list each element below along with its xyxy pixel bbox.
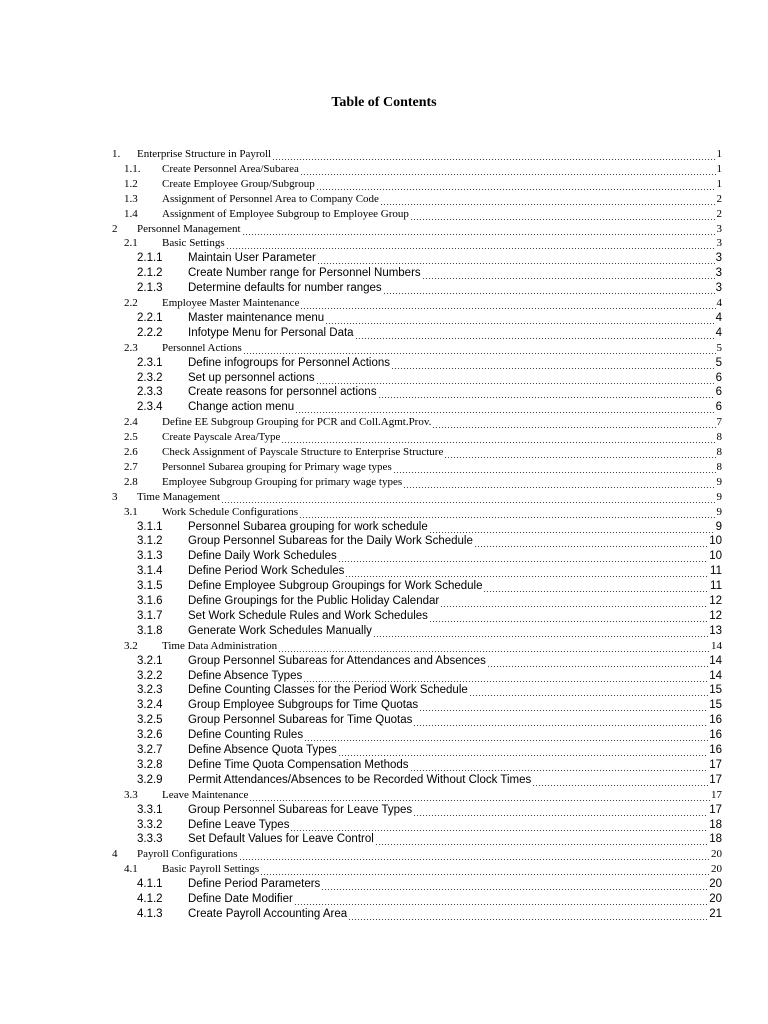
toc-entry-title: Create Personnel Area/Subarea [162, 162, 299, 175]
toc-entry-page-number: 18 [709, 818, 722, 831]
toc-entry[interactable] [124, 235, 722, 250]
toc-entry-number: 2.2.2 [137, 326, 163, 339]
toc-entry-number: 3.2.7 [137, 744, 163, 756]
toc-entry-page-number: 8 [716, 460, 722, 473]
toc-entry-title: Employee Subgroup Grouping for primary wage types [162, 475, 403, 488]
toc-entry[interactable] [137, 817, 722, 832]
toc-entry-page-number: 15 [709, 699, 722, 712]
dot-leader [413, 716, 708, 727]
toc-entry[interactable] [112, 489, 722, 504]
dot-leader [348, 910, 708, 921]
toc-entry-page-number: 17 [709, 773, 722, 786]
toc-entry-title: Personnel Subarea grouping for Primary wage types [162, 460, 392, 473]
toc-entry[interactable] [137, 548, 722, 563]
dot-leader [295, 403, 714, 414]
toc-entry-number: 2.3.4 [137, 401, 163, 414]
dot-leader [281, 433, 715, 444]
toc-title: Table of Contents [331, 95, 437, 110]
toc-entry[interactable] [137, 280, 722, 295]
dot-leader [469, 686, 708, 697]
toc-entry-title: Generate Work Schedules Manually [188, 624, 372, 637]
toc-entry-title: Create Number range for Personnel Numbers [188, 267, 421, 280]
toc-entry[interactable] [137, 384, 722, 399]
toc-entry-page-number: 10 [709, 550, 722, 563]
toc-entry-number: 3.3.1 [137, 803, 163, 816]
dot-leader [249, 791, 710, 802]
toc-entry-page-number: 5 [716, 341, 722, 354]
toc-entry-page-number: 3 [716, 222, 722, 235]
toc-entry-number: 3.2.3 [137, 684, 163, 697]
toc-entry-number: 3.2.4 [137, 699, 163, 712]
toc-entry-title: Change action menu [188, 401, 295, 414]
toc-entry[interactable] [137, 772, 722, 787]
toc-entry-page-number: 4 [716, 297, 722, 309]
toc-entry-number: 3.1.7 [137, 609, 163, 622]
toc-entry[interactable] [137, 831, 722, 846]
toc-entry-page-number: 7 [716, 416, 722, 429]
dot-leader [221, 493, 716, 504]
dot-leader [391, 359, 715, 370]
toc-entry-number: 3.2.6 [137, 729, 163, 742]
toc-entry-title: Personnel Actions [162, 341, 242, 354]
dot-leader [317, 254, 715, 265]
dot-leader [300, 165, 716, 176]
toc-entry[interactable] [137, 593, 722, 608]
toc-entry-page-number: 14 [709, 654, 722, 667]
dot-leader [325, 314, 714, 325]
toc-entry[interactable] [124, 414, 722, 429]
toc-entry-number: 2.3.3 [137, 386, 163, 399]
toc-entry[interactable] [137, 265, 722, 280]
dot-leader [422, 269, 715, 280]
toc-entry-title: Create Payroll Accounting Area [188, 907, 348, 920]
toc-entry[interactable] [137, 355, 722, 370]
toc-entry-page-number: 1 [716, 148, 722, 160]
toc-entry-page-number: 21 [709, 907, 722, 920]
toc-entry-title: Define Counting Classes for the Period Work Schedule [188, 684, 468, 697]
dot-leader [304, 731, 708, 742]
toc-entry[interactable] [137, 578, 722, 593]
toc-entry-title: Group Personnel Subareas for the Daily Work Schedule [188, 535, 473, 548]
toc-entry[interactable] [137, 399, 722, 414]
toc-entry-page-number: 11 [710, 580, 722, 593]
toc-entry[interactable] [137, 757, 722, 772]
dot-leader [316, 180, 716, 191]
toc-entry-page-number: 9 [716, 475, 722, 488]
dot-leader [290, 821, 708, 832]
toc-entry-title: Define Period Work Schedules [188, 565, 345, 578]
dot-leader [429, 523, 715, 534]
toc-entry-page-number: 16 [709, 714, 722, 727]
toc-entry-number: 3.2 [124, 639, 138, 652]
toc-entry-page-number: 18 [709, 833, 722, 846]
toc-entry-number: 3.3.3 [137, 833, 163, 846]
dot-leader [299, 508, 716, 519]
toc-entry-page-number: 9 [716, 490, 722, 503]
dot-leader [278, 642, 710, 653]
toc-entry-title: Employee Master Maintenance [162, 297, 300, 309]
toc-entry-title: Group Personnel Subareas for Attendances and Absences [188, 654, 486, 667]
toc-entry-number: 2.1 [124, 237, 138, 250]
toc-entry[interactable] [124, 459, 722, 474]
toc-entry-title: Maintain User Parameter [188, 252, 316, 265]
toc-entry[interactable] [137, 742, 722, 757]
toc-entry-title: Assignment of Employee Subgroup to Employee Group [162, 207, 409, 220]
toc-entry[interactable] [124, 176, 722, 191]
toc-entry-page-number: 6 [715, 386, 722, 399]
toc-entry[interactable] [124, 161, 722, 176]
toc-entry-page-number: 14 [709, 669, 722, 682]
dot-leader [440, 597, 708, 608]
toc-entry-number: 2.8 [124, 475, 138, 488]
toc-entry-number: 1.3 [124, 192, 138, 205]
toc-entry-number: 2.2.1 [137, 311, 163, 324]
toc-entry[interactable] [137, 310, 722, 325]
toc-entry-number: 2.5 [124, 431, 138, 444]
toc-entry-number: 3.2.1 [137, 654, 163, 667]
toc-entry-page-number: 17 [709, 803, 722, 816]
toc-entry-number: 2.4 [124, 416, 138, 429]
toc-entry[interactable] [112, 221, 722, 236]
toc-entry-title: Create Employee Group/Subgroup [162, 177, 315, 190]
toc-entry-title: Infotype Menu for Personal Data [188, 326, 354, 339]
toc-entry-number: 2.1.1 [137, 252, 163, 265]
toc-entry-title: Group Employee Subgroups for Time Quotas [188, 699, 419, 712]
toc-entry-page-number: 20 [709, 893, 722, 905]
toc-entry[interactable] [112, 846, 722, 861]
toc-entry-number: 3.3.2 [137, 818, 163, 831]
toc-entry-number: 3.2.8 [137, 758, 163, 771]
toc-entry-title: Master maintenance menu [188, 311, 325, 324]
dot-leader [239, 850, 710, 861]
dot-leader [403, 478, 715, 489]
toc-entry-title: Set Default Values for Leave Control [188, 833, 374, 846]
toc-entry-page-number: 17 [709, 758, 722, 771]
toc-entry-title: Define Daily Work Schedules [188, 550, 337, 563]
dot-leader [419, 701, 708, 712]
toc-entry[interactable] [137, 653, 722, 668]
dot-leader [410, 761, 709, 772]
toc-entry[interactable] [137, 876, 722, 891]
toc-entry-title: Define Leave Types [188, 818, 290, 831]
toc-entry-title: Group Personnel Subareas for Leave Types [188, 803, 413, 816]
toc-entry-page-number: 4 [715, 326, 722, 339]
toc-entry[interactable] [137, 608, 722, 623]
toc-entry-page-number: 2 [716, 207, 722, 220]
dot-leader [338, 552, 708, 563]
toc-entry-page-number: 9 [716, 505, 722, 518]
dot-leader [375, 835, 708, 846]
toc-entry-number: 3.1.1 [137, 520, 163, 533]
toc-entry-title: Define Period Parameters [188, 878, 321, 891]
toc-entry-page-number: 3 [715, 252, 722, 265]
toc-entry-number: 2.7 [124, 460, 138, 473]
toc-entry-title: Define Absence Types [188, 669, 303, 682]
toc-entry-title: Basic Settings [162, 237, 225, 250]
toc-entry-number: 3.1.6 [137, 595, 163, 607]
toc-entry[interactable] [137, 891, 722, 906]
toc-entry-page-number: 3 [715, 282, 722, 295]
toc-entry-title: Time Data Administration [162, 639, 278, 652]
dot-leader [380, 195, 716, 206]
toc-entry[interactable] [112, 146, 722, 161]
toc-entry-title: Personnel Management [137, 222, 241, 235]
dot-leader [483, 582, 709, 593]
toc-entry[interactable] [124, 444, 722, 459]
toc-entry-title: Enterprise Structure in Payroll [137, 148, 272, 160]
toc-entry-page-number: 1 [716, 177, 722, 190]
toc-entry[interactable] [124, 340, 722, 355]
dot-leader [373, 627, 708, 638]
toc-entry-number: 2.3.1 [137, 356, 163, 369]
toc-entry-number: 2.3.2 [137, 371, 163, 384]
toc-entry-page-number: 20 [711, 848, 722, 861]
toc-entry-number: 3.2.9 [137, 773, 163, 786]
toc-entry-title: Personnel Subarea grouping for work schedule [188, 520, 428, 533]
dot-leader [272, 150, 715, 161]
dot-leader [378, 388, 715, 399]
dot-leader [355, 329, 715, 340]
toc-entry-page-number: 6 [715, 371, 722, 384]
toc-entry-page-number: 16 [709, 744, 722, 756]
toc-entry-page-number: 1 [716, 162, 722, 175]
toc-entry-number: 2.1.2 [137, 267, 163, 280]
dot-leader [294, 895, 708, 906]
dot-leader [345, 567, 709, 578]
toc-entry-title: Determine defaults for number ranges [188, 282, 382, 295]
toc-entry-page-number: 14 [711, 639, 722, 652]
toc-entry[interactable] [124, 787, 722, 802]
toc-entry-number: 3.1 [124, 505, 138, 518]
toc-entry-number: 3.1.5 [137, 580, 163, 593]
toc-entry-number: 2.1.3 [137, 282, 163, 295]
toc-entry-number: 4.1.2 [137, 893, 163, 905]
toc-entry-title: Leave Maintenance [162, 788, 249, 801]
toc-entry-page-number: 11 [710, 565, 722, 578]
dot-leader [532, 776, 708, 787]
dot-leader [226, 239, 716, 250]
dot-leader [260, 865, 710, 876]
toc-entry-title: Set Work Schedule Rules and Work Schedules [188, 609, 428, 622]
dot-leader [303, 672, 708, 683]
toc-entry-number: 1.2 [124, 177, 138, 190]
toc-entry-page-number: 13 [709, 624, 722, 637]
toc-entry-number: 3.1.3 [137, 550, 163, 563]
toc-entry-page-number: 20 [709, 878, 722, 891]
toc-entry-title: Assignment of Personnel Area to Company Code [162, 192, 379, 205]
toc-entry-number: 3.1.8 [137, 624, 163, 637]
toc-entry-number: 1.4 [124, 207, 138, 220]
toc-entry-page-number: 10 [709, 535, 722, 548]
toc-entry-title: Define Employee Subgroup Groupings for Work Schedule [188, 580, 483, 593]
dot-leader [444, 448, 715, 459]
toc-entry[interactable] [124, 638, 722, 653]
toc-entry-title: Create reasons for personnel actions [188, 386, 377, 399]
dot-leader [474, 537, 708, 548]
toc-entry-page-number: 12 [709, 595, 722, 607]
toc-entry-title: Work Schedule Configurations [162, 505, 298, 518]
toc-entry-number: 3.1.4 [137, 565, 163, 578]
dot-leader [321, 880, 708, 891]
toc-entry-number: 2.2 [124, 297, 138, 309]
toc-entry-number: 1. [112, 148, 121, 160]
dot-leader [300, 299, 715, 310]
toc-entry-number: 4.1.1 [137, 878, 163, 891]
toc-entry-number: 2.3 [124, 341, 138, 354]
toc-entry-title: Define Groupings for the Public Holiday Calendar [188, 595, 440, 607]
toc-entry-title: Permit Attendances/Absences to be Recorded Without Clock Times [188, 773, 532, 786]
toc-entry[interactable] [137, 727, 722, 742]
toc-entry-page-number: 2 [716, 192, 722, 205]
toc-entry-number: 4 [112, 848, 118, 861]
toc-entry-number: 3.1.2 [137, 535, 163, 548]
toc-entry-page-number: 6 [715, 401, 722, 414]
toc-entry-number: 3.3 [124, 788, 138, 801]
toc-entry[interactable] [124, 429, 722, 444]
dot-leader [393, 463, 716, 474]
dot-leader [410, 210, 716, 221]
toc-entry[interactable] [124, 504, 722, 519]
toc-entry[interactable] [137, 682, 722, 697]
toc-entry-number: 4.1 [124, 863, 138, 876]
toc-entry[interactable] [137, 712, 722, 727]
toc-entry[interactable] [137, 370, 722, 385]
toc-entry-title: Time Management [137, 490, 220, 503]
toc-entry[interactable] [137, 325, 722, 340]
toc-entry-title: Set up personnel actions [188, 371, 315, 384]
toc-entry[interactable] [137, 697, 722, 712]
toc-entry[interactable] [137, 668, 722, 683]
toc-entry-page-number: 4 [715, 311, 722, 324]
toc-entry-title: Define Date Modifier [188, 893, 293, 905]
toc-entry[interactable] [137, 519, 722, 534]
dot-leader [338, 746, 708, 757]
toc-entry[interactable] [124, 206, 722, 221]
toc-entry-page-number: 8 [716, 431, 722, 444]
toc-entry[interactable] [124, 861, 722, 876]
toc-entry-number: 4.1.3 [137, 907, 163, 920]
toc-entry-title: Group Personnel Subareas for Time Quotas [188, 714, 413, 727]
toc-entry-page-number: 17 [711, 788, 722, 801]
toc-entry-number: 1.1. [124, 162, 141, 175]
toc-entry-number: 2 [112, 222, 118, 235]
toc-entry-title: Define infogroups for Personnel Actions [188, 356, 391, 369]
toc-entry-title: Define Absence Quota Types [188, 744, 337, 756]
toc-entry[interactable] [137, 906, 722, 921]
dot-leader [432, 418, 715, 429]
dot-leader [243, 344, 716, 355]
dot-leader [429, 612, 708, 623]
toc-entry-title: Create Payscale Area/Type [162, 431, 281, 444]
toc-entry-number: 3.2.5 [137, 714, 163, 727]
toc-entry-page-number: 8 [716, 446, 722, 458]
dot-leader [242, 225, 716, 236]
toc-entry-page-number: 9 [715, 520, 722, 533]
toc-entry[interactable] [124, 191, 722, 206]
toc-entry-title: Define Counting Rules [188, 729, 304, 742]
toc-entry[interactable] [124, 295, 722, 310]
toc-entry-number: 2.6 [124, 446, 138, 458]
toc-entry-page-number: 5 [715, 356, 722, 369]
toc-entry-title: Define Time Quota Compensation Methods [188, 758, 409, 771]
toc-entry-page-number: 12 [709, 609, 722, 622]
toc-entry-number: 3.2.2 [137, 669, 163, 682]
toc-entry-title: Check Assignment of Payscale Structure to Enterprise Structure [162, 446, 444, 458]
toc-entry[interactable] [137, 563, 722, 578]
toc-entry-page-number: 20 [711, 863, 722, 876]
toc-entry-number: 3 [112, 490, 118, 503]
toc-entry[interactable] [137, 533, 722, 548]
toc-entry[interactable] [137, 623, 722, 638]
toc-entry-page-number: 3 [715, 267, 722, 280]
toc-entry-page-number: 3 [716, 237, 722, 250]
toc-entry-page-number: 16 [709, 729, 722, 742]
toc-entry-title: Basic Payroll Settings [162, 863, 260, 876]
dot-leader [487, 657, 708, 668]
dot-leader [316, 374, 715, 385]
toc-entry[interactable] [124, 474, 722, 489]
toc-entry-title: Define EE Subgroup Grouping for PCR and Coll.Agmt.Prov. [162, 416, 432, 429]
toc-entry[interactable] [137, 802, 722, 817]
dot-leader [413, 806, 708, 817]
toc-entry[interactable] [137, 250, 722, 265]
dot-leader [383, 284, 715, 295]
toc-entry-title: Payroll Configurations [137, 848, 238, 861]
toc-entry-page-number: 15 [709, 684, 722, 697]
